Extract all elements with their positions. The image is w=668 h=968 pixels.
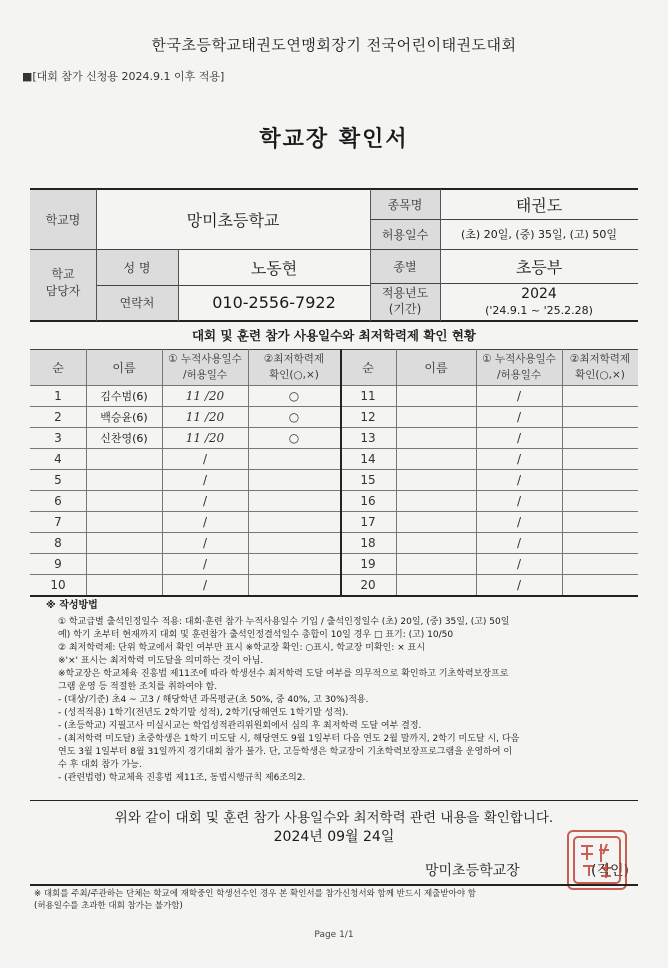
grid-line (30, 595, 638, 597)
academic-check (562, 469, 638, 490)
grid-line (396, 349, 397, 595)
contact-label: 연락처 (119, 296, 155, 310)
instruction-line: - (초등학교) 지필고사 미실시교는 학업성적관리위원회에서 심의 후 최저학력 도달 여부 결정. (58, 721, 422, 731)
event-label: 종목명 (387, 197, 423, 212)
allow-days-value: (초) 20일, (중) 35일, (고) 50일 (461, 228, 617, 241)
footer-note-2: (허용일수를 초과한 대회 참가는 불가함) (34, 901, 183, 911)
row-number: 15 (360, 472, 376, 487)
used-days: / (202, 493, 208, 508)
academic-check (248, 574, 340, 595)
student-name (396, 511, 476, 532)
instruction-line: ① 학교급별 출석인정일수 적용: 대회·훈련 참가 누적사용일수 기입 / 출석인정일수 (초) 20일, (중) 35일, (고) 50일 (58, 617, 510, 627)
used-days: / (516, 493, 522, 508)
academic-check (248, 553, 340, 574)
grid-line (162, 349, 163, 595)
event-value: 태권도 (515, 195, 563, 215)
manager-name: 노동현 (250, 258, 298, 278)
student-name (86, 532, 162, 553)
principal-seal-stamp (567, 830, 627, 890)
instruction-line: - (성적적용) 1학기(전년도 2학기말 성적), 2학기(당해연도 1학기말 성적). (58, 708, 349, 718)
used-days: / (516, 430, 522, 445)
grid-line (86, 349, 87, 595)
academic-check (248, 469, 340, 490)
used-days: / (516, 388, 522, 403)
student-name (86, 469, 162, 490)
academic-check (562, 406, 638, 427)
used-days: / (202, 451, 208, 466)
academic-check (562, 574, 638, 595)
academic-check (248, 448, 340, 469)
seal-label: (직인) (591, 863, 629, 879)
grid-line (248, 349, 249, 595)
grid-line (30, 574, 638, 575)
year-label: 적용년도 (기간) (381, 286, 429, 316)
category-value: 초등부 (515, 257, 563, 277)
col-name-left: 이름 (112, 360, 136, 375)
academic-check (248, 511, 340, 532)
row-number: 16 (360, 493, 376, 508)
col-no-right: 순 (362, 360, 374, 375)
year-value: 2024 ('24.9.1 ~ '25.2.28) (485, 286, 593, 317)
row-number: 20 (360, 577, 376, 592)
instruction-line: 예) 학기 초부터 현재까지 대회 및 훈련참가 출석인정결석일수 총합이 10일 경우 □ 표기: (고) 10/50 (58, 630, 454, 640)
academic-check (248, 490, 340, 511)
grid-line (562, 349, 563, 595)
school-name: 망미초등학교 (186, 210, 280, 230)
row-number: 8 (54, 535, 62, 550)
row-number: 5 (54, 472, 62, 487)
used-days: / (516, 451, 522, 466)
academic-check (562, 448, 638, 469)
instruction-line: 연도 3월 1일부터 8월 31일까지 경기대회 참가 불가. 단, 고등학생은 학교장이 기초학력보장프로그램을 운영하여 이 (58, 747, 513, 757)
row-number: 14 (360, 451, 376, 466)
col-no-left: 순 (52, 360, 64, 375)
student-name (396, 490, 476, 511)
academic-check (248, 532, 340, 553)
used-days: 11 /20 (185, 430, 225, 445)
instruction-line: - (최저학력 미도달) 초중학생은 1학기 미도달 시, 해당연도 9월 1일부터 다음 연도 2월 말까지, 2학기 미도달 시, 다음 (58, 734, 520, 744)
used-days: / (202, 472, 208, 487)
used-days: / (516, 514, 522, 529)
student-name (86, 553, 162, 574)
student-name: 신찬영(6) (100, 431, 148, 445)
used-days: 11 /20 (185, 388, 225, 403)
used-days: / (516, 409, 522, 424)
col-days-left: ① 누적사용일수 /허용일수 (168, 353, 242, 381)
instruction-line: 수 후 대회 참가 가능. (58, 760, 142, 770)
used-days: / (516, 577, 522, 592)
student-name (86, 574, 162, 595)
row-number: 11 (360, 388, 376, 403)
used-days: / (202, 556, 208, 571)
academic-check (562, 553, 638, 574)
student-name: 김수범(6) (100, 389, 148, 403)
grid-line (30, 490, 638, 491)
instruction-line: 그램 운영 등 적절한 조치를 취하여야 함. (58, 682, 218, 692)
name-label: 성 명 (123, 260, 151, 275)
row-number: 13 (360, 430, 376, 445)
allow-days-label: 허용일수 (381, 227, 429, 242)
used-days: / (516, 472, 522, 487)
col-days-right: ① 누적사용일수 /허용일수 (482, 353, 556, 381)
grid-line (340, 349, 342, 595)
writing-instructions (46, 598, 98, 614)
row-number: 6 (54, 493, 62, 508)
row-number: 2 (54, 409, 62, 424)
manager-label: 학교 담당자 (45, 267, 81, 298)
application-notice: ■[대회 참가 신청용 2024.9.1 이후 적용] (22, 70, 225, 83)
used-days: / (516, 556, 522, 571)
grid-line (30, 427, 638, 428)
grid-line (30, 385, 638, 386)
instructions-title: ※ 작성방법 (46, 600, 98, 611)
grid-line (30, 532, 638, 533)
academic-check (562, 511, 638, 532)
principal-signer: 망미초등학교장 (425, 863, 520, 879)
student-name (396, 427, 476, 448)
row-number: 9 (54, 556, 62, 571)
grid-line (30, 553, 638, 554)
row-number: 4 (54, 451, 62, 466)
school-label: 학교명 (45, 212, 81, 227)
student-name (86, 448, 162, 469)
grid-line (476, 349, 477, 595)
instruction-line: ② 최저학력제: 단위 학교에서 확인 여부만 표시 ※학교장 확인: ○표시, 학교장 미확인: × 표시 (58, 643, 426, 653)
used-days: / (516, 535, 522, 550)
grid-line (30, 469, 638, 470)
col-check-right: ②최저학력제 확인(○,×) (569, 353, 631, 381)
row-number: 12 (360, 409, 376, 424)
row-number: 17 (360, 514, 376, 529)
used-days: / (202, 514, 208, 529)
page-number: Page 1/1 (314, 930, 354, 940)
col-check-left: ②최저학력제 확인(○,×) (263, 353, 325, 381)
status-table-title: 대회 및 훈련 참가 사용일수와 최저학력제 확인 현황 (191, 328, 477, 343)
academic-check (562, 490, 638, 511)
student-name (396, 532, 476, 553)
student-name (396, 553, 476, 574)
contact-value: 010-2556-7922 (212, 293, 336, 312)
instruction-line: ※학교장은 학교체육 진흥법 제11조에 따라 학생선수 최저학력 도달 여부를 의무적으로 확인하고 기초학력보장프로 (58, 669, 509, 679)
grid-line (30, 511, 638, 512)
used-days: / (202, 535, 208, 550)
academic-check (562, 427, 638, 448)
row-number: 10 (50, 577, 66, 592)
row-number: 18 (360, 535, 376, 550)
footer-note-1: ※ 대회를 주최/주관하는 단체는 학교에 재학중인 학생선수인 경우 본 확인서를 참가신청서와 함께 반드시 제출받아야 함 (34, 889, 476, 899)
used-days: / (202, 577, 208, 592)
student-name (86, 490, 162, 511)
student-name (396, 469, 476, 490)
instruction-line: ※'×' 표시는 최저학력 미도달을 의미하는 것이 아님. (58, 656, 264, 666)
confirmation-date: 2024년 09월 24일 (273, 829, 395, 845)
row-number: 3 (54, 430, 62, 445)
col-name-right: 이름 (424, 360, 448, 375)
student-name (396, 574, 476, 595)
instruction-line: - (대상/기준) 초4 ~ 고3 / 해당학년 과목평균(초 50%, 중 40%, 고 30%)적용. (58, 695, 369, 705)
student-name: 백승윤(6) (100, 410, 148, 424)
instructions-list (58, 616, 519, 785)
academic-check (562, 532, 638, 553)
academic-check (562, 385, 638, 406)
student-name (396, 448, 476, 469)
academic-check: ○ (288, 409, 300, 424)
seal-mark-icon (571, 834, 623, 886)
category-label: 종별 (393, 259, 417, 274)
academic-check: ○ (288, 388, 300, 403)
student-name (396, 406, 476, 427)
used-days: 11 /20 (185, 409, 225, 424)
grid-line (30, 406, 638, 407)
confirmation-statement: 위와 같이 대회 및 훈련 참가 사용일수와 최저학력 관련 내용을 확인합니다. (114, 810, 554, 826)
row-number: 1 (54, 388, 62, 403)
academic-check: ○ (288, 430, 300, 445)
student-name (86, 511, 162, 532)
row-number: 19 (360, 556, 376, 571)
document-title: 학교장 확인서 (259, 127, 409, 152)
student-name (396, 385, 476, 406)
instruction-line: - (관련법령) 학교체육 진흥법 제11조, 동법시행규칙 제6조의2. (58, 773, 306, 783)
competition-title: 한국초등학교태권도연맹회장기 전국어린이태권도대회 (151, 36, 517, 54)
grid-line (30, 448, 638, 449)
row-number: 7 (54, 514, 62, 529)
